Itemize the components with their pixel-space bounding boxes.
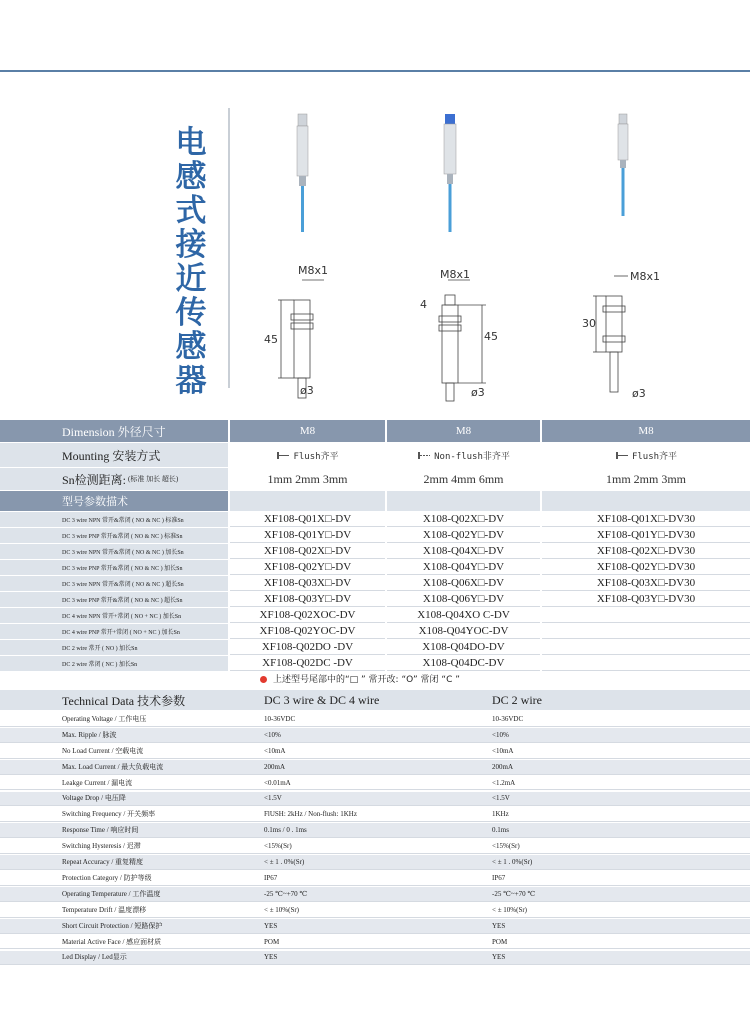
dimension-value: M8 [230, 420, 385, 442]
tech-label: Max. Ripple / 脉波 [0, 728, 258, 743]
sensor-figure-nonflush-45 [378, 100, 538, 410]
tech-row [0, 903, 750, 918]
sensing-row [0, 468, 750, 490]
model-description: DC 3 wire PNP 常开&常闭 ( NO & NC ) 加长Sn [0, 560, 228, 575]
model-code: XF108-Q03X□-DV [230, 576, 385, 591]
model-header-spacer [542, 491, 750, 511]
mounting-value [542, 443, 750, 467]
model-code: X108-Q04XO C-DV [387, 608, 540, 623]
tech-row [0, 712, 750, 727]
tech-label: Switching Hysteresis / 迟滞 [0, 839, 258, 854]
tech-header-col2: DC 2 wire [488, 690, 750, 710]
length-label: 45 [264, 333, 278, 346]
model-description: DC 2 wire 常闭 ( NC ) 加长Sn [0, 656, 228, 671]
tech-row [0, 855, 750, 870]
tech-row [0, 760, 750, 775]
model-description: DC 3 wire PNP 常开&常闭 ( NO & NC ) 超长Sn [0, 592, 228, 607]
model-description: DC 3 wire PNP 常开&常闭 ( NO & NC ) 标准Sn [0, 528, 228, 543]
model-code: X108-Q06Y□-DV [387, 592, 540, 607]
length-label: 45 [484, 330, 498, 343]
dimension-drawing [278, 280, 324, 398]
tech-value-dc3: 0.1ms / 0 . 1ms [258, 823, 488, 838]
tech-value-dc3: FlUSH: 2kHz / Non-flush: 1KHz [258, 807, 488, 822]
sensing-value: 1mm 2mm 3mm [605, 471, 686, 486]
tech-row [0, 792, 750, 807]
tech-value-dc3: < ± 1 . 0%(Sr) [258, 855, 488, 870]
tech-header-label: Technical Data 技术参数 [0, 690, 258, 710]
dimension-value: M8 [542, 420, 750, 442]
tech-value-dc3: 10-36VDC [258, 712, 488, 727]
model-row [0, 560, 750, 575]
model-row [0, 624, 750, 639]
tech-value-dc2: <1.5V [488, 792, 750, 807]
diameter-label: ø3 [632, 387, 646, 400]
mounting-value [387, 443, 540, 467]
model-row [0, 544, 750, 559]
tech-label: Operating Temperature / 工作温度 [0, 887, 258, 902]
tech-row [0, 728, 750, 743]
model-code: X108-Q04X□-DV [387, 544, 540, 559]
dimension-value: M8 [387, 420, 540, 442]
tech-value-dc2: <10% [488, 728, 750, 743]
tech-label: Material Active Face / 感应面材质 [0, 935, 258, 950]
tech-row [0, 919, 750, 934]
model-row [0, 512, 750, 527]
model-code: XF108-Q02YOC-DV [230, 624, 385, 639]
red-dot-icon [260, 676, 267, 683]
mounting-row [0, 443, 750, 467]
tech-value-dc2: -25 ℃~+70 ℃ [488, 887, 750, 902]
model-code: X108-Q04DC-DV [387, 656, 540, 671]
model-code [542, 656, 750, 671]
tech-label: Short Circuit Protection / 短路保护 [0, 919, 258, 934]
sensor-photo [297, 114, 308, 232]
tech-row [0, 935, 750, 950]
model-row [0, 592, 750, 607]
model-code: X108-Q04YOC-DV [387, 624, 540, 639]
diameter-label: ø3 [471, 386, 485, 399]
model-code: X108-Q06X□-DV [387, 576, 540, 591]
model-row [0, 608, 750, 623]
thread-label: M8x1 [630, 270, 660, 283]
tech-label: Operating Voltage / 工作电压 [0, 712, 258, 727]
model-description: DC 3 wire NPN 常开&常闭 ( NO & NC ) 超长Sn [0, 576, 228, 591]
model-code: XF108-Q01X□-DV [230, 512, 385, 527]
tech-row [0, 823, 750, 838]
model-row [0, 576, 750, 591]
model-note [260, 672, 460, 685]
tech-value-dc2: < ± 1 . 0%(Sr) [488, 855, 750, 870]
diameter-label: ø3 [300, 384, 314, 397]
model-code: XF108-Q02Y□-DV30 [542, 560, 750, 575]
model-code: XF108-Q02DO -DV [230, 640, 385, 655]
model-code: XF108-Q01X□-DV30 [542, 512, 750, 527]
tech-label: Switching Frequency / 开关频率 [0, 807, 258, 822]
tech-value-dc2: IP67 [488, 871, 750, 886]
model-description: DC 3 wire NPN 常开&常闭 ( NO & NC ) 标准Sn [0, 512, 228, 527]
tech-value-dc2: <15%(Sr) [488, 839, 750, 854]
tech-value-dc3: <1.5V [258, 792, 488, 807]
tech-row [0, 951, 750, 966]
tech-label: Leakge Current / 漏电流 [0, 776, 258, 791]
tech-value-dc2: POM [488, 935, 750, 950]
tech-value-dc2: <1.2mA [488, 776, 750, 791]
tech-header-col1: DC 3 wire & DC 4 wire [258, 690, 488, 710]
flush-mount-icon [276, 451, 290, 460]
tech-value-dc3: POM [258, 935, 488, 950]
page-title: 电感式接近传感器 [175, 125, 207, 399]
model-code: XF108-Q03Y□-DV30 [542, 592, 750, 607]
dimension-label: Dimension 外径尺寸 [0, 420, 228, 442]
model-code: XF108-Q02X□-DV [230, 544, 385, 559]
tech-value-dc3: -25 ℃~+70 ℃ [258, 887, 488, 902]
tech-label: Repeat Accuracy / 重复精度 [0, 855, 258, 870]
dimension-row [0, 420, 750, 442]
model-description: DC 4 wire NPN 常开+常闭 ( NO + NC ) 加长Sn [0, 608, 228, 623]
tech-label: Response Time / 响应时间 [0, 823, 258, 838]
model-code: XF108-Q01Y□-DV [230, 528, 385, 543]
flush-mount-icon [615, 451, 629, 460]
tech-row [0, 839, 750, 854]
tech-value-dc2: YES [488, 951, 750, 966]
tech-label: No Load Current / 空载电流 [0, 744, 258, 759]
model-code [542, 608, 750, 623]
tech-row [0, 887, 750, 902]
model-row [0, 640, 750, 655]
model-note-text: 上述型号尾部中的“□ ” 常开改: “O” 常闭 “C ” [273, 675, 460, 685]
model-header-spacer [230, 491, 385, 511]
sensor-photo [618, 114, 628, 216]
tech-value-dc3: YES [258, 919, 488, 934]
tech-value-dc2: YES [488, 919, 750, 934]
model-description: DC 3 wire NPN 常开&常闭 ( NO & NC ) 加长Sn [0, 544, 228, 559]
model-description: DC 4 wire PNP 常开+常闭 ( NO + NC ) 加长Sn [0, 624, 228, 639]
sensor-photo [444, 114, 456, 232]
model-code: X108-Q04Y□-DV [387, 560, 540, 575]
tech-value-dc2: <10mA [488, 744, 750, 759]
tech-value-dc2: 1KHz [488, 807, 750, 822]
tech-value-dc2: 200mA [488, 760, 750, 775]
model-code: XF108-Q02Y□-DV [230, 560, 385, 575]
nonflush-mount-icon [417, 451, 431, 460]
model-code [542, 624, 750, 639]
sensing-value: 1mm 2mm 3mm [267, 471, 348, 486]
model-header: 型号参数描术 [0, 491, 228, 511]
tech-value-dc3: YES [258, 951, 488, 966]
model-code: XF108-Q02X□-DV30 [542, 544, 750, 559]
model-description: DC 2 wire 常开 ( NO ) 加长Sn [0, 640, 228, 655]
tech-label: Led Display / Led显示 [0, 951, 258, 966]
vertical-divider [228, 108, 230, 388]
model-code: X108-Q04DO-DV [387, 640, 540, 655]
mounting-text: Flush齐平 [631, 451, 678, 462]
model-code: X108-Q02X□-DV [387, 512, 540, 527]
top-divider [0, 70, 750, 72]
tech-value-dc2: < ± 10%(Sr) [488, 903, 750, 918]
model-header-spacer [387, 491, 540, 511]
mounting-value [230, 443, 385, 467]
model-code: XF108-Q02DC -DV [230, 656, 385, 671]
tech-value-dc3: <10% [258, 728, 488, 743]
sensing-label-text: Sn检测距离: [62, 472, 127, 487]
tech-row [0, 744, 750, 759]
tech-row [0, 871, 750, 886]
sensor-figure-flush-30 [550, 100, 710, 410]
tech-value-dc2: 10-36VDC [488, 712, 750, 727]
tech-value-dc3: < ± 10%(Sr) [258, 903, 488, 918]
dimension-drawing [439, 280, 486, 401]
mounting-text: Non-flush非齐平 [434, 451, 510, 462]
tech-value-dc3: <15%(Sr) [258, 839, 488, 854]
tech-label: Voltage Drop / 电压降 [0, 792, 258, 807]
model-row [0, 656, 750, 671]
model-code: XF108-Q01Y□-DV30 [542, 528, 750, 543]
model-row [0, 528, 750, 543]
sensing-value: 2mm 4mm 6mm [423, 471, 504, 486]
tech-row [0, 776, 750, 791]
tech-value-dc3: <10mA [258, 744, 488, 759]
model-code [542, 640, 750, 655]
tech-label: Max. Load Current / 最大负载电流 [0, 760, 258, 775]
tech-value-dc3: IP67 [258, 871, 488, 886]
tech-label: Temperature Drift / 温度漂移 [0, 903, 258, 918]
model-code: XF108-Q03Y□-DV [230, 592, 385, 607]
tech-row [0, 807, 750, 822]
length-label: 30 [582, 317, 596, 330]
mounting-text: Flush齐平 [293, 451, 339, 462]
dimension-drawing [593, 276, 628, 392]
sensing-label [0, 468, 228, 490]
tech-header-row [0, 690, 750, 710]
model-code: XF108-Q03X□-DV30 [542, 576, 750, 591]
tech-value-dc3: <0.01mA [258, 776, 488, 791]
thread-label: M8x1 [440, 268, 470, 281]
protrusion-label: 4 [420, 298, 427, 311]
model-code: X108-Q02Y□-DV [387, 528, 540, 543]
model-code: XF108-Q02XOC-DV [230, 608, 385, 623]
tech-value-dc3: 200mA [258, 760, 488, 775]
sensing-label-small: (标准 加长 超长) [128, 475, 179, 483]
tech-label: Protection Category / 防护等级 [0, 871, 258, 886]
mounting-label: Mounting 安装方式 [0, 443, 228, 467]
tech-value-dc2: 0.1ms [488, 823, 750, 838]
model-header-row [0, 491, 750, 511]
thread-label: M8x1 [298, 264, 328, 277]
